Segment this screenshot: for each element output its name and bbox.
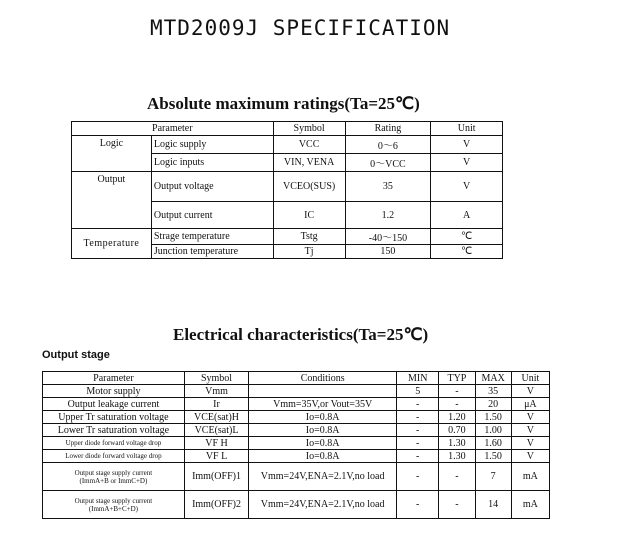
param-cell (43, 463, 185, 491)
typ-cell: 0.70 (439, 424, 475, 437)
conditions-cell: Vmm=35V,or Vout=35V (249, 398, 397, 411)
min-cell: - (397, 437, 439, 450)
symbol-cell: VCE(sat)L (184, 424, 248, 437)
max-cell: 14 (475, 491, 511, 519)
unit-cell: V (431, 136, 503, 154)
min-cell: - (397, 411, 439, 424)
table-row (43, 411, 550, 424)
symbol-cell: VCE(sat)H (184, 411, 248, 424)
absolute-ratings-table (71, 121, 503, 259)
table-row (43, 463, 550, 491)
param-cell: Output leakage current (43, 398, 185, 411)
table-row (43, 398, 550, 411)
typ-cell: - (439, 463, 475, 491)
absolute-ratings-heading: Absolute maximum ratings(Ta=25℃) (147, 94, 420, 113)
symbol-cell: VCC (273, 136, 345, 154)
table-header-row (43, 372, 550, 385)
param-cell: Motor supply (43, 385, 185, 398)
table-row (43, 491, 550, 519)
unit-cell: A (431, 202, 503, 229)
min-cell: 5 (397, 385, 439, 398)
conditions-cell: Io=0.8A (249, 411, 397, 424)
header-symbol: Symbol (273, 122, 345, 136)
unit-cell: V (431, 172, 503, 202)
rating-cell: -40〜150 (345, 229, 431, 245)
typ-cell: - (439, 398, 475, 411)
symbol-cell: Tstg (273, 229, 345, 245)
unit-cell: V (431, 154, 503, 172)
rating-cell: 0〜VCC (345, 154, 431, 172)
unit-cell: ℃ (431, 229, 503, 245)
document-title: MTD2009J SPECIFICATION (150, 16, 451, 40)
max-cell: 7 (475, 463, 511, 491)
unit-cell: V (511, 385, 549, 398)
rating-cell: 35 (345, 172, 431, 202)
table-row (72, 229, 503, 245)
electrical-characteristics-heading: Electrical characteristics(Ta=25℃) (173, 325, 429, 344)
unit-cell: V (511, 450, 549, 463)
header-symbol: Symbol (184, 372, 248, 385)
table-row (43, 424, 550, 437)
min-cell: - (397, 491, 439, 519)
param-cell: Upper diode forward voltage drop (43, 437, 185, 450)
param-cell: Upper Tr saturation voltage (43, 411, 185, 424)
symbol-cell: VF H (184, 437, 248, 450)
param-cell: Logic supply (151, 136, 273, 154)
group-output: Output (72, 172, 152, 229)
param-cell: Strage temperature (151, 229, 273, 245)
conditions-cell: Vmm=24V,ENA=2.1V,no load (249, 491, 397, 519)
typ-cell: - (439, 491, 475, 519)
rating-cell: 1.2 (345, 202, 431, 229)
typ-cell: - (439, 385, 475, 398)
header-min: MIN (397, 372, 439, 385)
param-line-1: Output stage supply current (74, 468, 153, 477)
table-row (43, 385, 550, 398)
group-logic: Logic (72, 136, 152, 172)
output-stage-subheading: Output stage (42, 349, 110, 361)
header-parameter: Parameter (43, 372, 185, 385)
symbol-cell: Imm(OFF)2 (184, 491, 248, 519)
max-cell: 20 (475, 398, 511, 411)
max-cell: 1.50 (475, 411, 511, 424)
param-cell: Output current (151, 202, 273, 229)
header-parameter: Parameter (72, 122, 274, 136)
symbol-cell: VIN, VENA (273, 154, 345, 172)
electrical-characteristics-table (42, 371, 550, 519)
header-rating: Rating (345, 122, 431, 136)
min-cell: - (397, 450, 439, 463)
header-typ: TYP (439, 372, 475, 385)
rating-cell: 0〜6 (345, 136, 431, 154)
param-cell: Lower Tr saturation voltage (43, 424, 185, 437)
param-cell (43, 491, 185, 519)
symbol-cell: Imm(OFF)1 (184, 463, 248, 491)
typ-cell: 1.30 (439, 437, 475, 450)
unit-cell: V (511, 411, 549, 424)
table-row (72, 136, 503, 154)
conditions-cell: Io=0.8A (249, 450, 397, 463)
unit-cell: μA (511, 398, 549, 411)
max-cell: 1.50 (475, 450, 511, 463)
param-line-2: (ImmA+B or ImmC+D) (79, 476, 148, 485)
conditions-cell: Vmm=24V,ENA=2.1V,no load (249, 463, 397, 491)
symbol-cell: VCEO(SUS) (273, 172, 345, 202)
param-line-1: Output stage supply current (74, 496, 153, 505)
min-cell: - (397, 463, 439, 491)
param-cell: Junction temperature (151, 245, 273, 259)
typ-cell: 1.30 (439, 450, 475, 463)
unit-cell: mA (511, 491, 549, 519)
param-cell: Lower diode forward voltage drop (43, 450, 185, 463)
table-row (43, 450, 550, 463)
unit-cell: ℃ (431, 245, 503, 259)
header-conditions: Conditions (249, 372, 397, 385)
unit-cell: V (511, 424, 549, 437)
header-unit: Unit (511, 372, 549, 385)
unit-cell: mA (511, 463, 549, 491)
max-cell: 35 (475, 385, 511, 398)
symbol-cell: Tj (273, 245, 345, 259)
group-temperature: Temperature (72, 229, 152, 259)
max-cell: 1.00 (475, 424, 511, 437)
param-cell: Logic inputs (151, 154, 273, 172)
rating-cell: 150 (345, 245, 431, 259)
conditions-cell: Io=0.8A (249, 437, 397, 450)
table-row (72, 172, 503, 202)
param-line-2: (ImmA+B+C+D) (88, 504, 138, 513)
max-cell: 1.60 (475, 437, 511, 450)
conditions-cell: Io=0.8A (249, 424, 397, 437)
header-max: MAX (475, 372, 511, 385)
symbol-cell: VF L (184, 450, 248, 463)
typ-cell: 1.20 (439, 411, 475, 424)
min-cell: - (397, 398, 439, 411)
table-row (43, 437, 550, 450)
table-header-row (72, 122, 503, 136)
unit-cell: V (511, 437, 549, 450)
symbol-cell: Ir (184, 398, 248, 411)
symbol-cell: IC (273, 202, 345, 229)
param-cell: Output voltage (151, 172, 273, 202)
symbol-cell: Vmm (184, 385, 248, 398)
header-unit: Unit (431, 122, 503, 136)
min-cell: - (397, 424, 439, 437)
conditions-cell (249, 385, 397, 398)
